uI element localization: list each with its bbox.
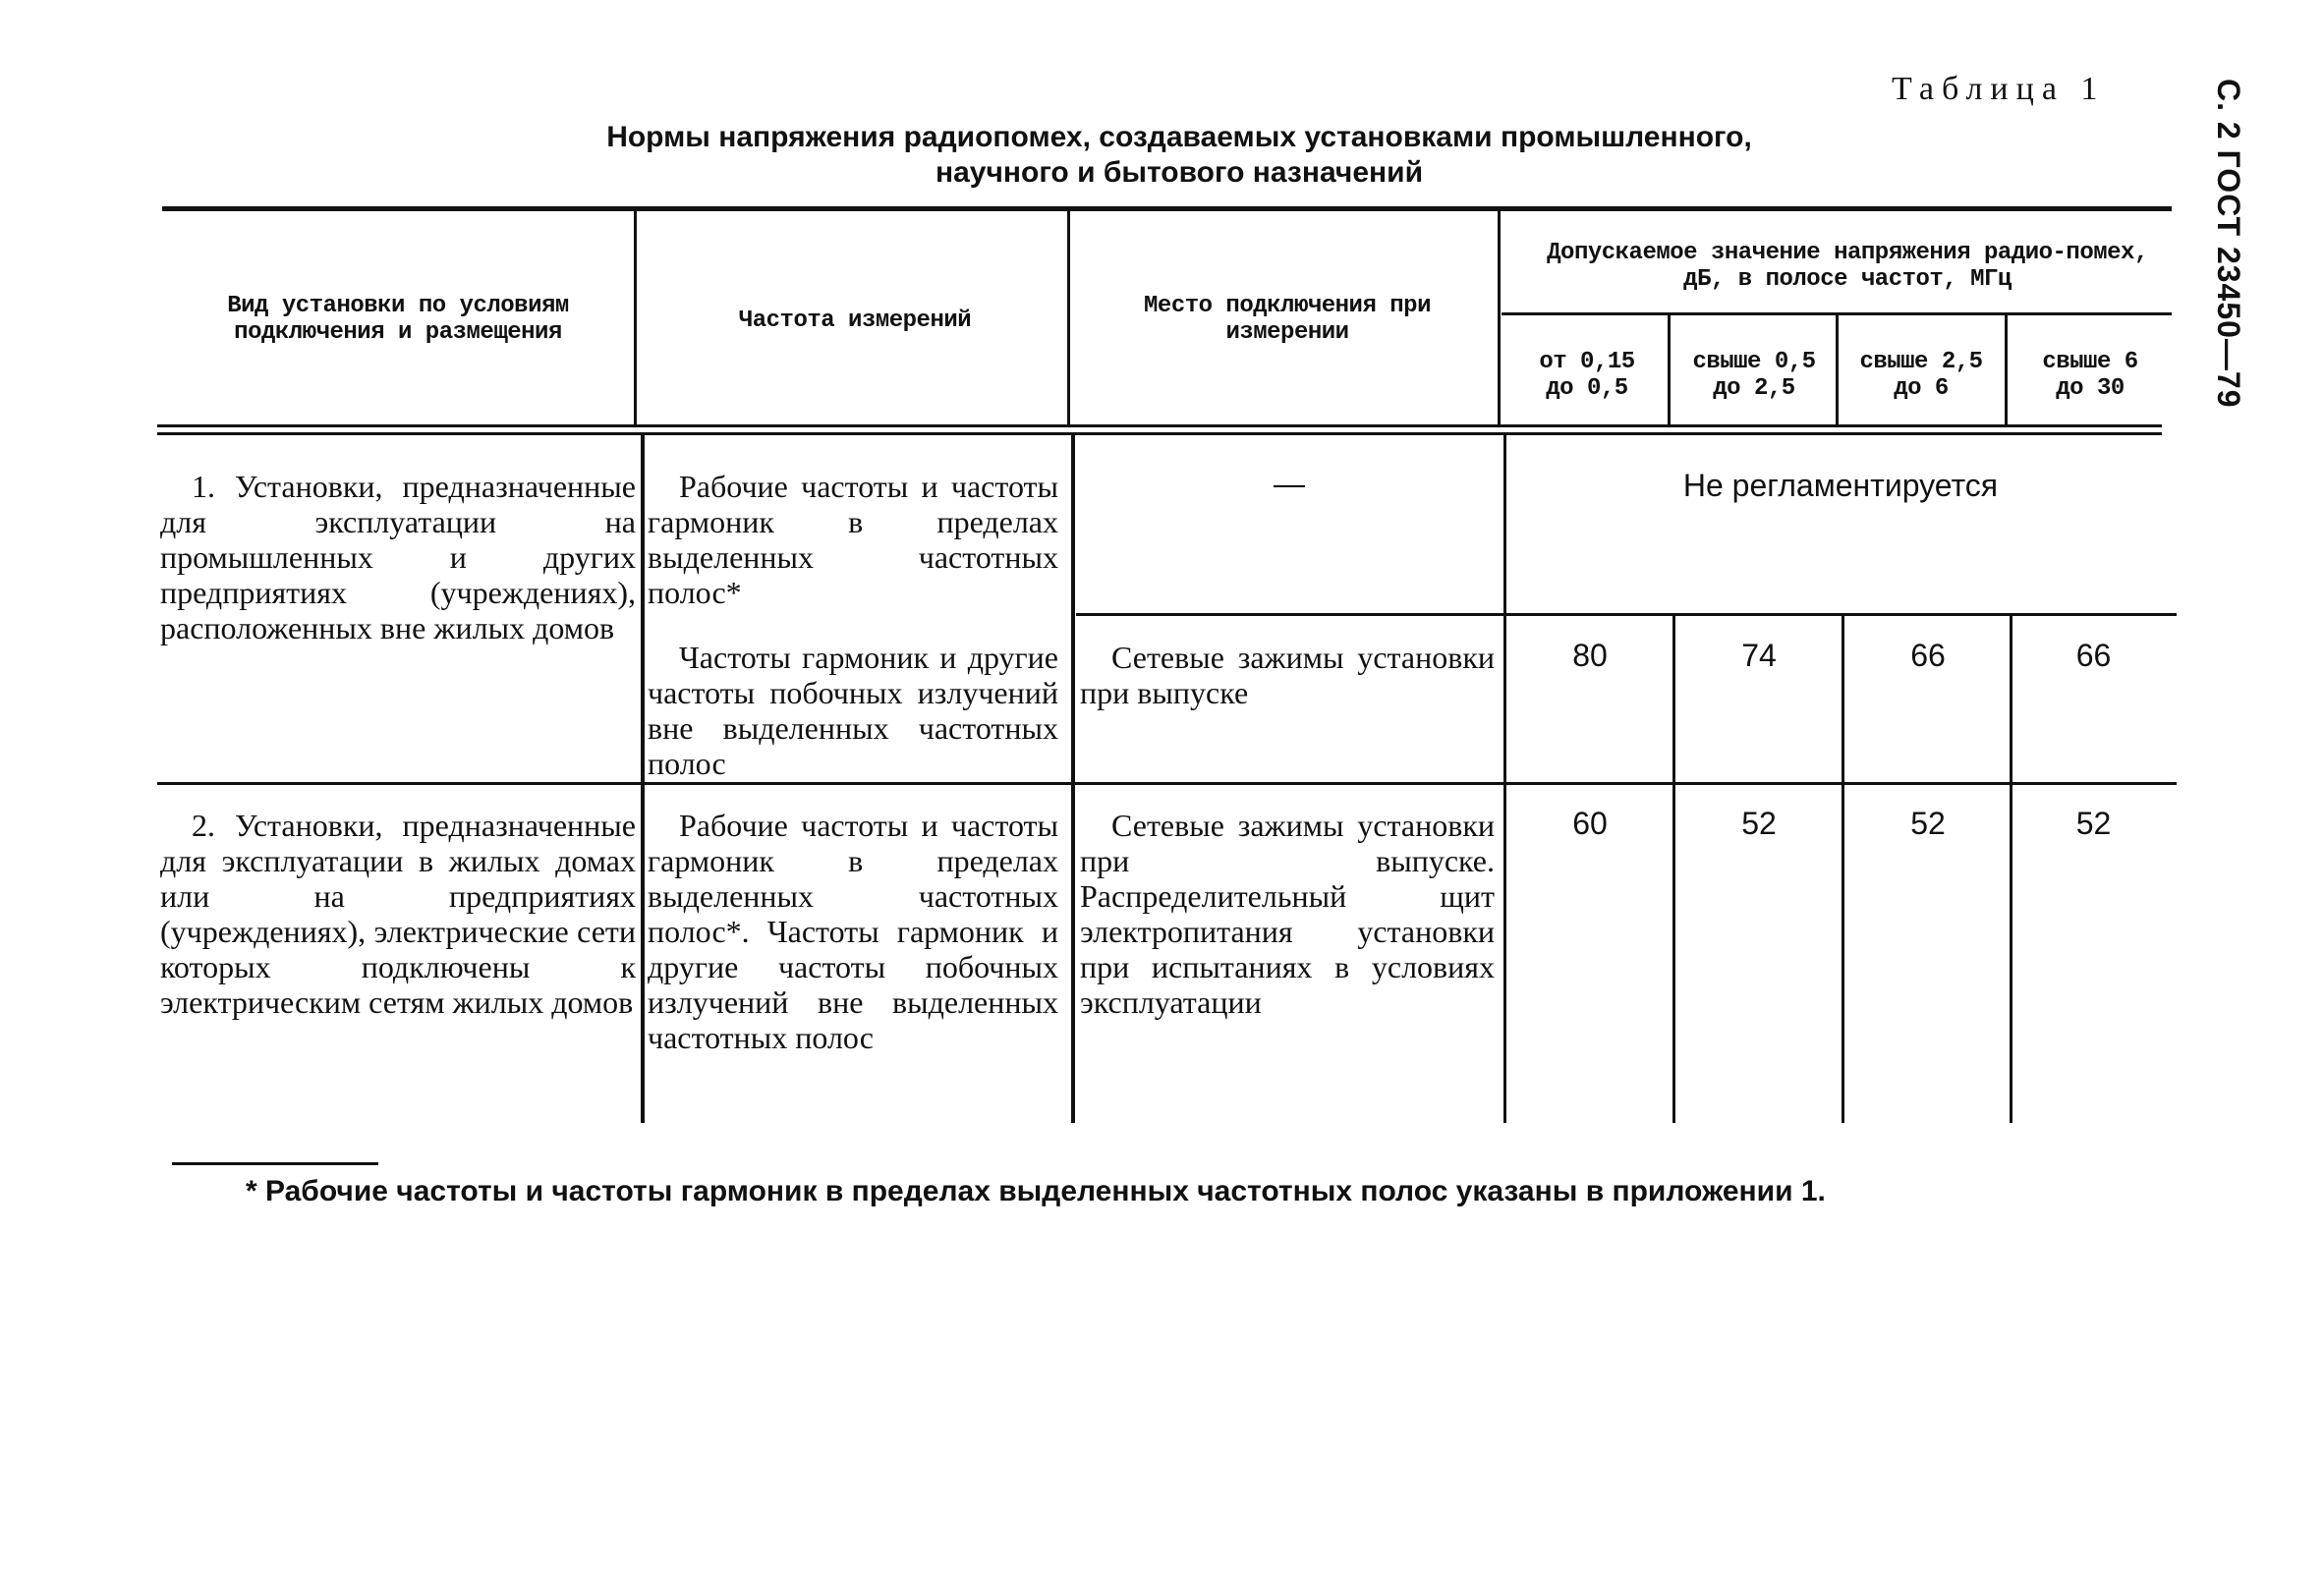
sub-divider-1-body (1672, 615, 1675, 1123)
col-divider-2-body (1071, 435, 1075, 1123)
row1-frequency-a: Рабочие частоты и частоты гармоник в пределах выделенных частотных полос* (648, 469, 1058, 610)
row2-value-band3: 52 (1910, 806, 1946, 841)
header-bottom-rule-1 (157, 424, 2162, 427)
header-connection-point: Место подключения при измерении (1144, 293, 1431, 346)
row2-connection: Сетевые зажимы установки при выпуске. Распределительный щит электропитания установки при испытаниях в условиях эксплуатации (1080, 808, 1495, 1020)
col-divider-1-body (641, 435, 645, 1123)
row2-value-band4: 52 (2075, 806, 2112, 841)
header-band-3: свыше 2,5 до 6 (1859, 349, 1983, 402)
table-title-line2: научного и бытового назначений (935, 156, 1424, 189)
header-installation-type: Вид установки по условиям подключения и размещения (227, 293, 569, 346)
row1-value-band4: 66 (2075, 638, 2112, 673)
footnote-rule (172, 1162, 378, 1165)
sub-divider-3-body (2010, 615, 2012, 1123)
row2-value-band2: 52 (1741, 806, 1777, 841)
col-divider-2-header (1067, 211, 1070, 425)
header-band-2: свыше 0,5 до 2,5 (1692, 349, 1816, 402)
table-label: Таблица 1 (1892, 71, 2106, 107)
col-divider-3-header (1498, 211, 1501, 425)
row1-value-band3: 66 (1910, 638, 1946, 673)
row1-frequency-b: Частоты гармоник и другие частоты побочных излучений вне выделенных частотных полос (648, 640, 1058, 781)
row2-frequency: Рабочие частоты и частоты гармоник в пределах выделенных частотных полос*. Частоты гармоник и другие частоты побочных излучений вне выделенных частотных полос (648, 808, 1058, 1055)
table-top-rule (162, 206, 2172, 211)
row1-value-band1: 80 (1572, 638, 1608, 673)
header-permissible-value: Допускаемое значение напряжения радио-помех, дБ, в полосе частот, МГц (1547, 240, 2148, 293)
table-title-line1: Нормы напряжения радиопомех, создаваемых установками промышленного, (606, 121, 1752, 153)
header-band-4: свыше 6 до 30 (2042, 349, 2138, 402)
page-header-text: С. 2 ГОСТ 23450—79 (2211, 79, 2246, 409)
table-title (491, 120, 1867, 191)
row1-not-regulated: Не регламентируется (1682, 468, 1999, 503)
row1-installation-type: 1. Установки, предназначенные для эксплуатации на промышленных и других предприятиях (учреждениях), расположенных вне жилых домов (160, 469, 636, 645)
header-bottom-rule-2 (157, 432, 2162, 435)
row1-connection-a: — (1274, 466, 1305, 501)
page-header (2201, 79, 2260, 432)
header-band-1: от 0,15 до 0,5 (1539, 349, 1635, 402)
row2-installation-type: 2. Установки, предназначенные для эксплуатации в жилых домах или на предприятиях (учреждениях), электрические сети которых подключены к электрическим сетям жилых домов (160, 808, 636, 1020)
col-divider-1-header (634, 211, 637, 425)
footnote: * Рабочие частоты и частоты гармоник в пределах выделенных частотных полос указаны в приложении 1. (246, 1175, 1826, 1207)
row-separator (157, 782, 2177, 785)
row1-value-band2: 74 (1741, 638, 1777, 673)
sub-divider-2-body (1842, 615, 1844, 1123)
col-divider-3-body (1503, 435, 1506, 1123)
row1-connection-b: Сетевые зажимы установки при выпуске (1080, 640, 1495, 710)
header-measurement-frequency: Частота измерений (738, 308, 972, 334)
row2-value-band1: 60 (1572, 806, 1608, 841)
